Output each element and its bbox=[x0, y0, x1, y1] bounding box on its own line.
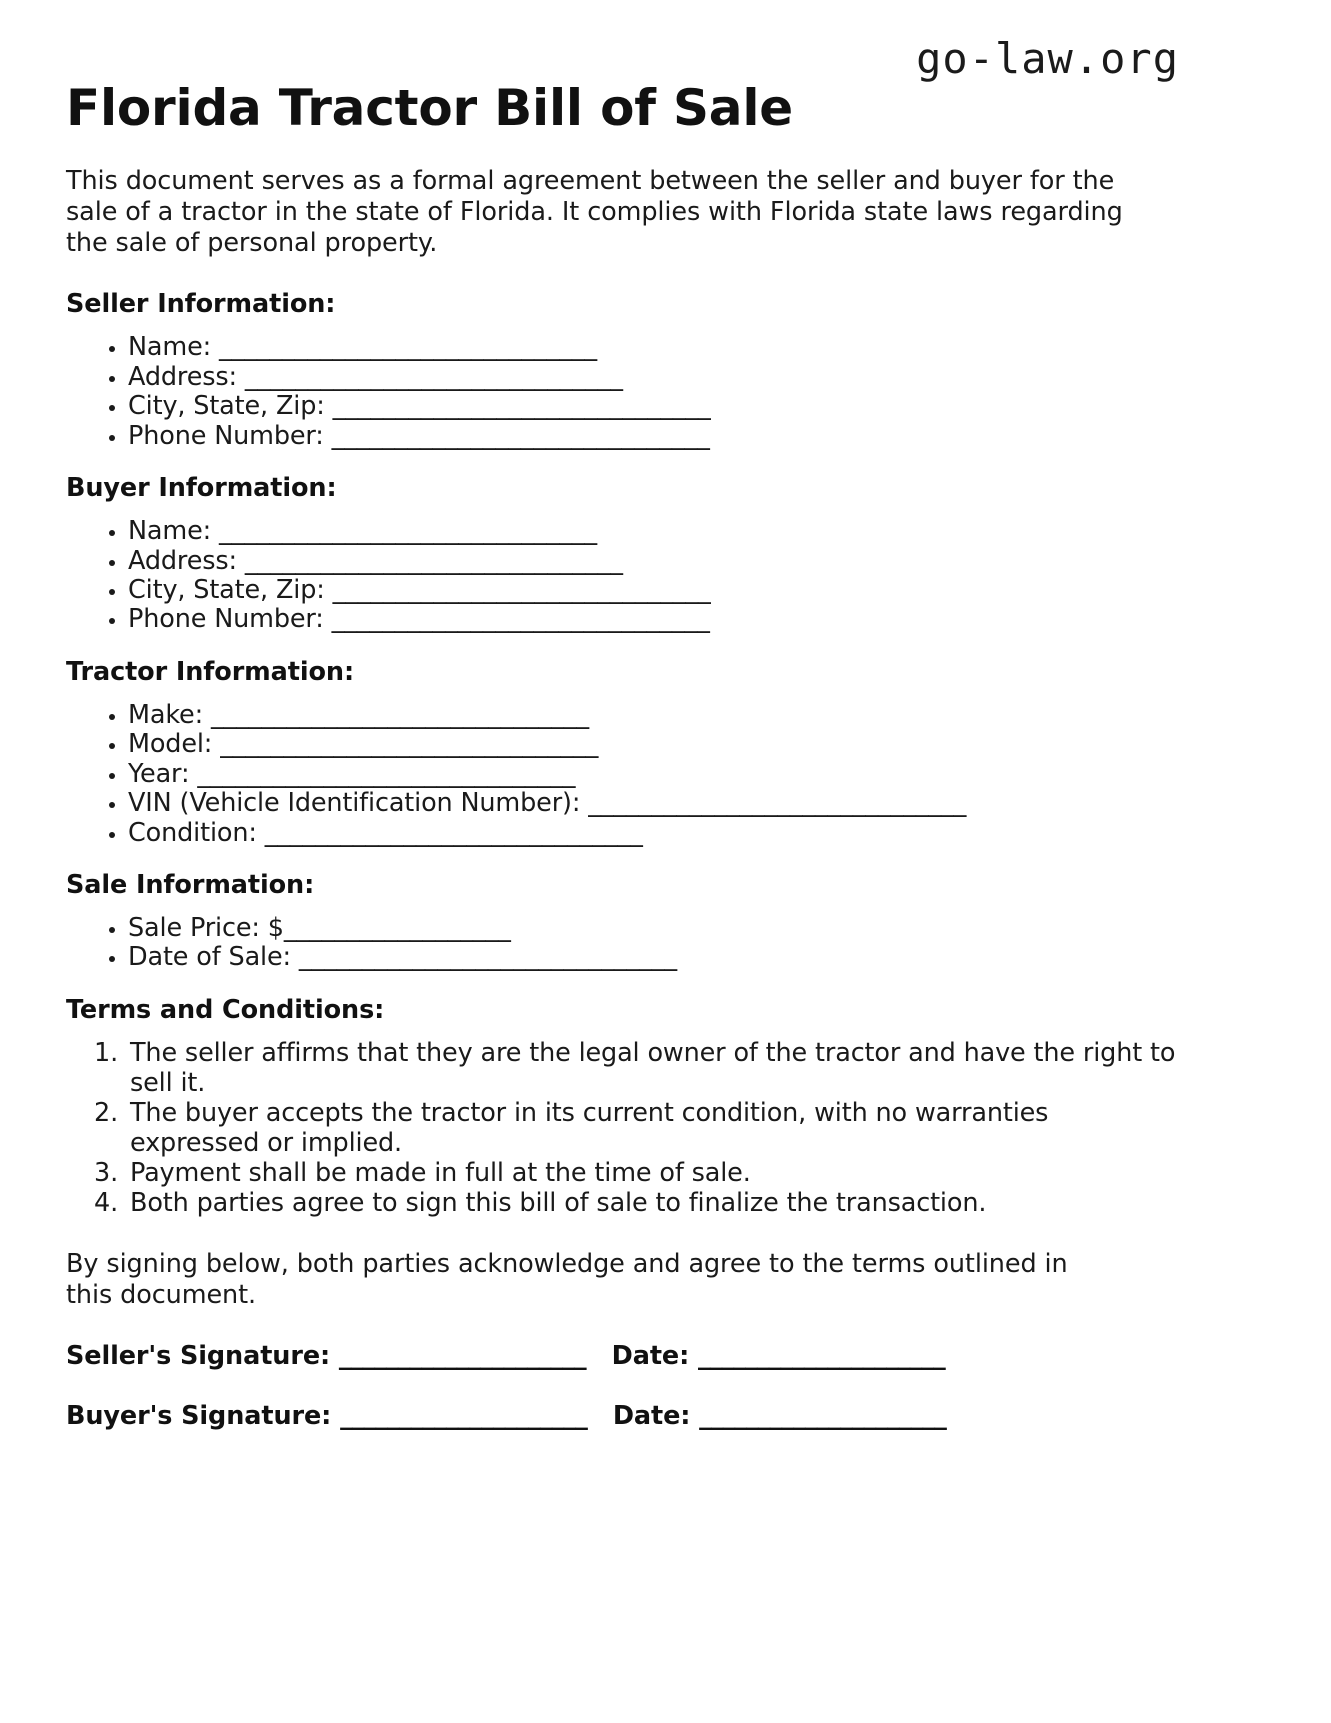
spacer bbox=[66, 973, 1181, 995]
spacer bbox=[66, 503, 1181, 517]
field-buyer-phone[interactable]: • Phone Number: ______________________________ bbox=[128, 605, 1181, 634]
seller-signature-line[interactable]: _____________________ bbox=[338, 1340, 586, 1371]
field-tractor-condition[interactable]: • Condition: ______________________________ bbox=[128, 819, 1181, 848]
field-buyer-city-state-zip[interactable]: • City, State, Zip: ______________________________ bbox=[128, 576, 1181, 605]
spacer bbox=[66, 635, 1181, 657]
tractor-field-list bbox=[66, 701, 1181, 848]
spacer bbox=[66, 319, 1181, 333]
buyer-signature-label: Buyer's Signature: bbox=[66, 1401, 332, 1432]
spacer bbox=[66, 451, 1181, 473]
page-title: Florida Tractor Bill of Sale bbox=[66, 79, 793, 137]
buyer-date-label: Date: bbox=[612, 1401, 691, 1432]
terms-list bbox=[66, 1039, 1181, 1219]
seller-field-list bbox=[66, 333, 1181, 451]
field-tractor-vin[interactable]: • VIN (Vehicle Identification Number): ______________________________ bbox=[128, 789, 1181, 818]
spacer bbox=[66, 1025, 1181, 1039]
field-date-of-sale[interactable]: • Date of Sale: ______________________________ bbox=[128, 943, 1181, 972]
sale-field-list bbox=[66, 914, 1181, 973]
closing-paragraph: By signing below, both parties acknowledge and agree to the terms outlined in this document. bbox=[66, 1248, 1068, 1310]
buyer-date-line[interactable]: _____________________ bbox=[699, 1401, 946, 1432]
section-heading-tractor: Tractor Information: bbox=[66, 656, 355, 687]
section-heading-seller: Seller Information: bbox=[66, 289, 336, 320]
spacer bbox=[66, 900, 1181, 914]
field-tractor-make[interactable]: • Make: ______________________________ bbox=[128, 701, 1181, 730]
spacer bbox=[66, 687, 1181, 701]
buyer-field-list bbox=[66, 517, 1181, 635]
field-seller-phone[interactable]: • Phone Number: ______________________________ bbox=[128, 422, 1181, 451]
spacer bbox=[66, 848, 1181, 870]
field-seller-address[interactable]: • Address: ______________________________ bbox=[128, 363, 1181, 392]
field-seller-city-state-zip[interactable]: • City, State, Zip: ______________________________ bbox=[128, 392, 1181, 421]
spacer bbox=[66, 1311, 1181, 1341]
spacer bbox=[66, 1219, 1181, 1249]
buyer-signature-line[interactable]: _____________________ bbox=[340, 1401, 587, 1432]
spacer bbox=[66, 259, 1181, 289]
document-body bbox=[66, 166, 1181, 1432]
terms-item: 1. The seller affirms that they are the legal owner of the tractor and have the right to sell it. bbox=[126, 1039, 1181, 1099]
intro-paragraph: This document serves as a formal agreement between the seller and buyer for the sale of a tractor in the state of Florida. It complies with Florida state laws regarding the sale of personal property. bbox=[66, 166, 1123, 259]
terms-item: 2. The buyer accepts the tractor in its current condition, with no warranties expressed or implied. bbox=[126, 1099, 1181, 1159]
field-buyer-name[interactable]: • Name: ______________________________ bbox=[128, 517, 1181, 546]
seller-signature-row bbox=[66, 1341, 1181, 1372]
terms-item: 4. Both parties agree to sign this bill of sale to finalize the transaction. bbox=[126, 1189, 1181, 1219]
spacer bbox=[66, 1371, 1181, 1401]
terms-item: 3. Payment shall be made in full at the time of sale. bbox=[126, 1159, 1181, 1189]
field-seller-name[interactable]: • Name: ______________________________ bbox=[128, 333, 1181, 362]
field-buyer-address[interactable]: • Address: ______________________________ bbox=[128, 547, 1181, 576]
field-sale-price[interactable]: • Sale Price: $__________________ bbox=[128, 914, 1181, 943]
field-tractor-model[interactable]: • Model: ______________________________ bbox=[128, 730, 1181, 759]
section-heading-sale: Sale Information: bbox=[66, 870, 315, 901]
site-watermark: go-law.org bbox=[916, 34, 1179, 83]
field-tractor-year[interactable]: • Year: ______________________________ bbox=[128, 760, 1181, 789]
seller-signature-label: Seller's Signature: bbox=[66, 1340, 331, 1371]
seller-date-label: Date: bbox=[611, 1340, 690, 1371]
section-heading-buyer: Buyer Information: bbox=[66, 473, 337, 504]
section-heading-terms: Terms and Conditions: bbox=[66, 994, 385, 1025]
signature-block bbox=[66, 1341, 1181, 1432]
seller-date-line[interactable]: _____________________ bbox=[697, 1340, 945, 1371]
buyer-signature-row bbox=[66, 1401, 1181, 1432]
